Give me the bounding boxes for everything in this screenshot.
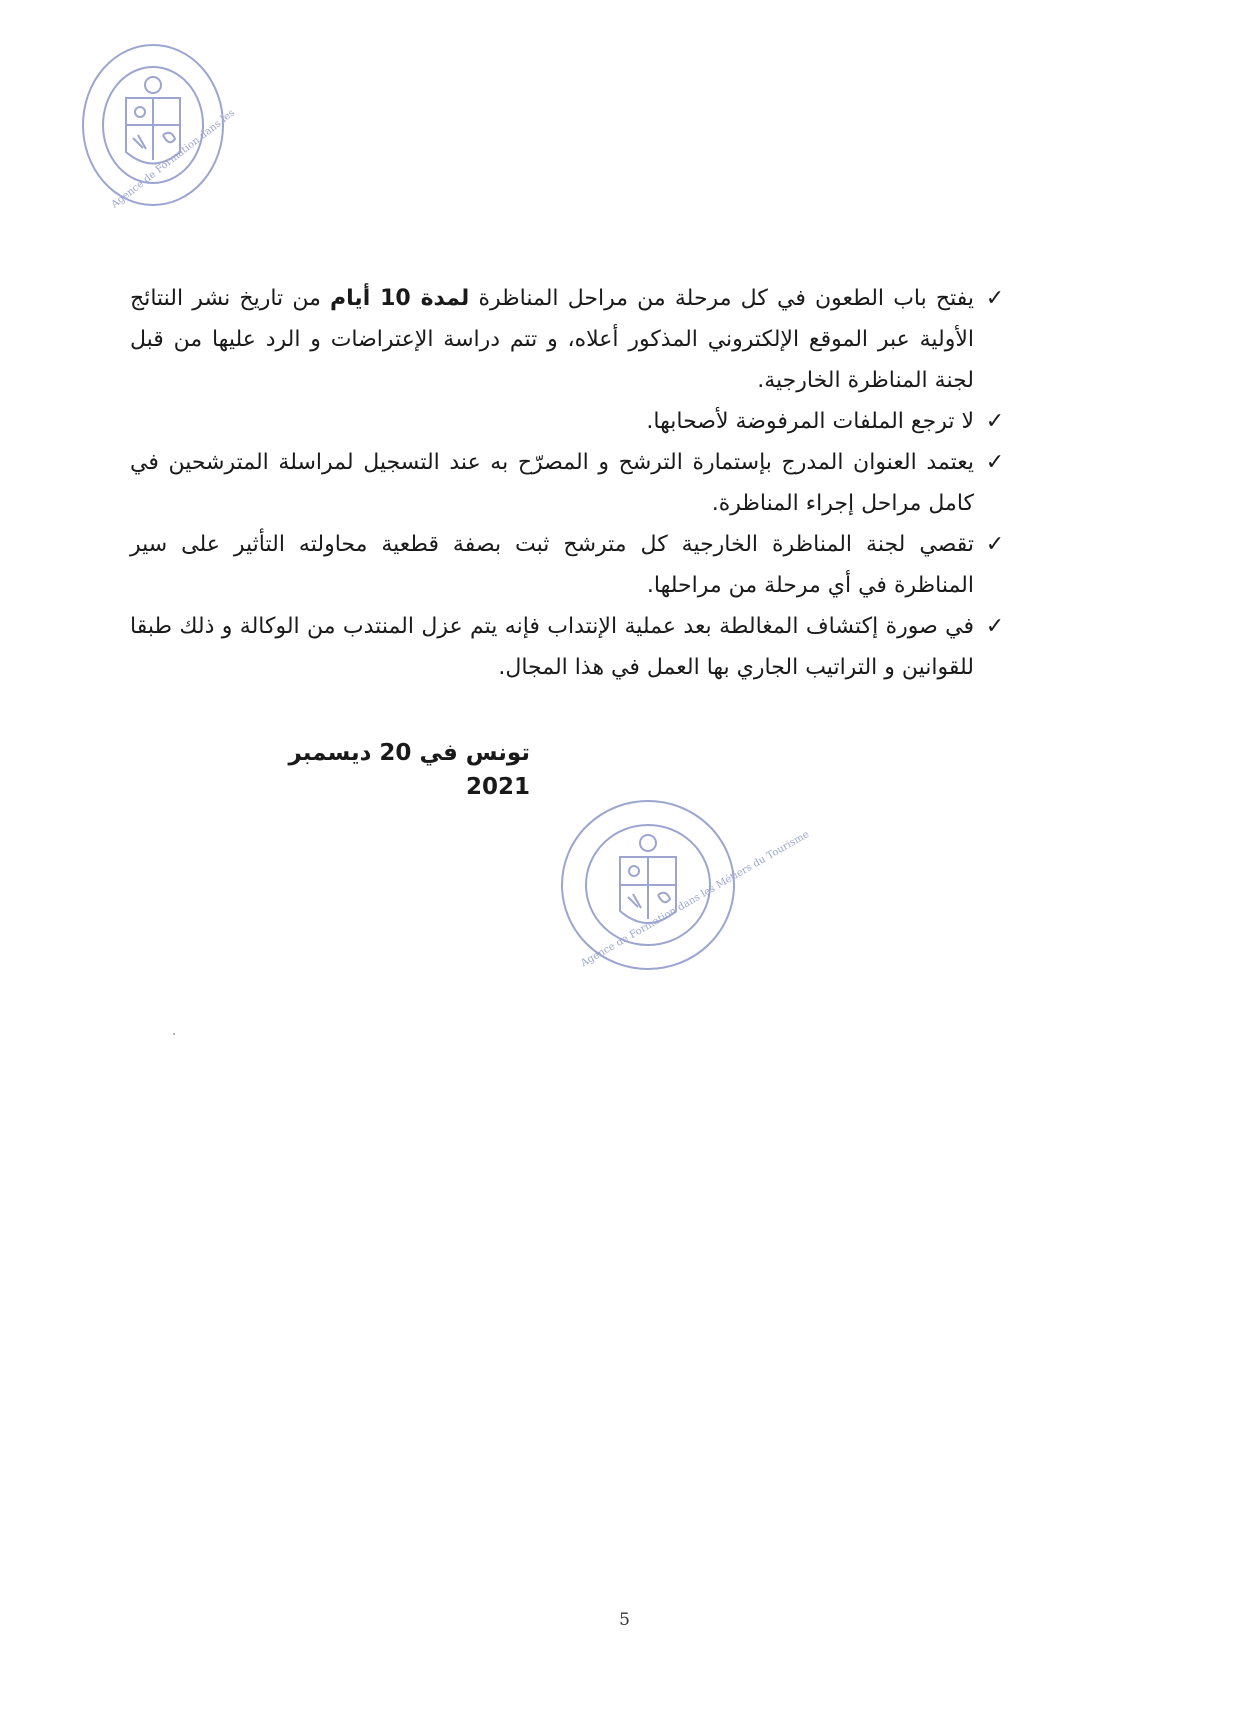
conditions-list xyxy=(130,278,1010,688)
list-item xyxy=(130,442,1010,524)
check-mark-icon: ✓ xyxy=(985,614,1005,639)
check-mark-icon: ✓ xyxy=(985,409,1005,434)
item-text: يعتمد العنوان المدرج بإستمارة الترشح و المصرّح به عند التسجيل لمراسلة المترشحين في كامل مراحل إجراء المناظرة. xyxy=(130,450,974,516)
item-text: من تاريخ نشر النتائج الأولية عبر الموقع الإلكتروني المذكور أعلاه، و تتم دراسة الإعتراضات و الرد عليها من قبل لجنة المناظرة الخارجية. xyxy=(130,286,974,393)
check-mark-icon: ✓ xyxy=(985,286,1005,311)
appeal-period: لمدة 10 أيام xyxy=(330,286,470,311)
list-item xyxy=(130,278,1010,401)
page-number: 5 xyxy=(619,1610,630,1630)
agency-seal-icon xyxy=(558,795,812,975)
scan-speck xyxy=(173,1033,175,1035)
item-text: في صورة إكتشاف المغالطة بعد عملية الإنتداب فإنه يتم عزل المنتدب من الوكالة و ذلك طبقا للقوانين و التراتيب الجاري بها العمل في هذا المجال. xyxy=(130,614,974,680)
item-text: لا ترجع الملفات المرفوضة لأصحابها. xyxy=(646,409,974,434)
seal-caption: Agence de Formation dans les Métiers du Tourisme xyxy=(579,828,812,970)
place-date: تونس في 20 ديسمبر 2021 xyxy=(288,740,530,800)
seal-caption: Agence de Formation dans les xyxy=(109,107,238,211)
item-text: يفتح باب الطعون في كل مرحلة من مراحل المناظرة xyxy=(469,286,974,311)
list-item xyxy=(130,606,1010,688)
item-text: تقصي لجنة المناظرة الخارجية كل مترشح ثبت بصفة قطعية محاولته التأثير على سير المناظرة في أي مرحلة من مراحلها. xyxy=(130,532,974,598)
check-mark-icon: ✓ xyxy=(985,532,1005,557)
list-item xyxy=(130,524,1010,606)
agency-seal-icon xyxy=(78,40,238,215)
check-mark-icon: ✓ xyxy=(985,450,1005,475)
list-item xyxy=(130,401,1010,442)
